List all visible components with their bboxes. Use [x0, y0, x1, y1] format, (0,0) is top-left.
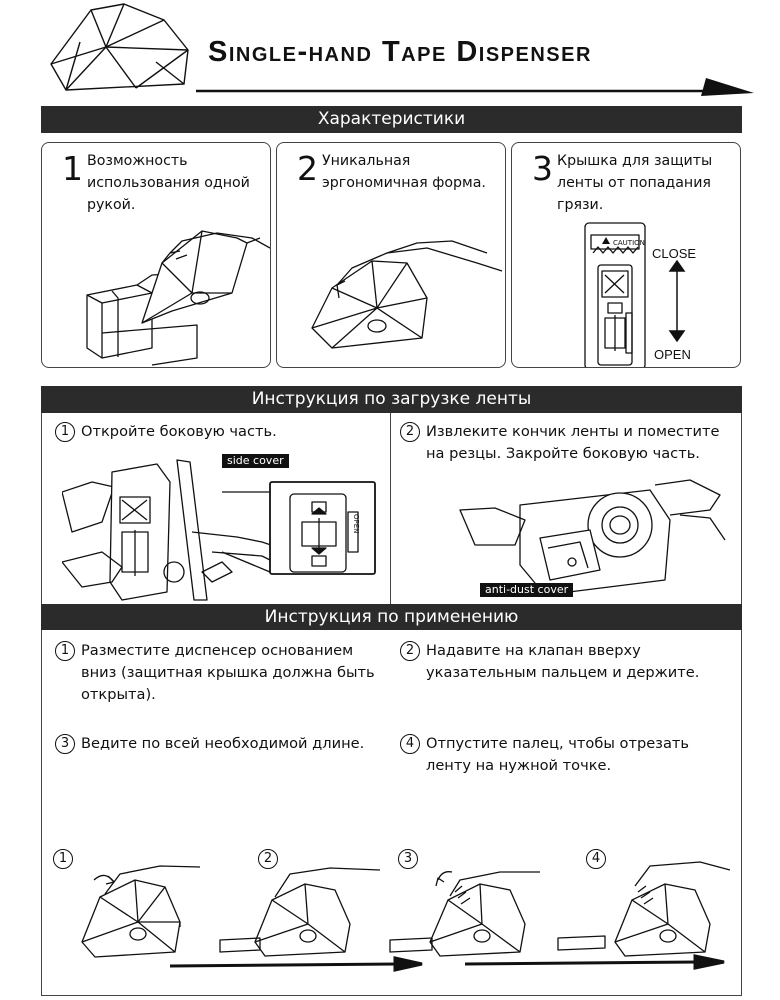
- step-number-circle: 4: [400, 734, 420, 754]
- sequence-number-4: 4: [586, 849, 606, 869]
- loading-divider: [390, 413, 391, 604]
- close-label: CLOSE: [652, 246, 697, 261]
- loading-step-1: [55, 421, 385, 443]
- step-number-circle: 3: [55, 734, 75, 754]
- feature-number: 2: [297, 149, 318, 188]
- gem-logo-icon: [46, 2, 196, 92]
- step-text: Ведите по всей необходимой длине.: [81, 735, 365, 752]
- step-text: Надавите на клапан вверху указательным пальцем и держите.: [426, 642, 700, 681]
- feature-card-1: [41, 142, 271, 368]
- feature-card-2: [276, 142, 506, 368]
- usage-step-1: [55, 640, 375, 706]
- features-heading: Характеристики: [41, 106, 742, 133]
- side-cover-label: side cover: [222, 454, 289, 468]
- sequence-number-2: 2: [258, 849, 278, 869]
- caution-label: CAUTION: [613, 239, 645, 247]
- feature-number: 1: [62, 149, 83, 188]
- usage-step-2: [400, 640, 730, 684]
- title-underline-arrow: [196, 76, 756, 98]
- step-text: Откройте боковую часть.: [81, 423, 277, 440]
- open-side-cover-illustration: [62, 452, 386, 602]
- feature-text: Уникальная эргономичная форма.: [322, 153, 486, 191]
- open-vertical-label: OPEN: [352, 514, 360, 534]
- step-text: Разместите диспенсер основанием вниз (защитная крышка должна быть открыта).: [81, 642, 375, 703]
- step-text: Извлеките кончик ленты и поместите на резцы. Закройте боковую часть.: [426, 423, 720, 462]
- loading-heading: Инструкция по загрузке ленты: [41, 386, 742, 413]
- page-title: Single-hand Tape Dispenser: [208, 36, 592, 68]
- feature-text: Возможность использования одной рукой.: [87, 153, 250, 213]
- step-number-circle: 2: [400, 422, 420, 442]
- usage-sequence-illustration: [60, 852, 740, 980]
- open-label: OPEN: [654, 347, 691, 362]
- feature-number: 3: [532, 149, 553, 188]
- sequence-number-1: 1: [53, 849, 73, 869]
- usage-step-3: [55, 733, 385, 755]
- step-number-circle: 2: [400, 641, 420, 661]
- step-number-circle: 1: [55, 422, 75, 442]
- loading-step-2: [400, 421, 730, 465]
- usage-step-4: [400, 733, 730, 777]
- usage-heading: Инструкция по применению: [41, 604, 742, 630]
- feature-card-3: [511, 142, 741, 368]
- step-number-circle: 1: [55, 641, 75, 661]
- step-text: Отпустите палец, чтобы отрезать ленту на нужной точке.: [426, 735, 689, 774]
- anti-dust-cover-label: anti-dust cover: [480, 583, 573, 597]
- feature-text: Крышка для защиты ленты от попадания грязи.: [557, 153, 713, 213]
- sequence-number-3: 3: [398, 849, 418, 869]
